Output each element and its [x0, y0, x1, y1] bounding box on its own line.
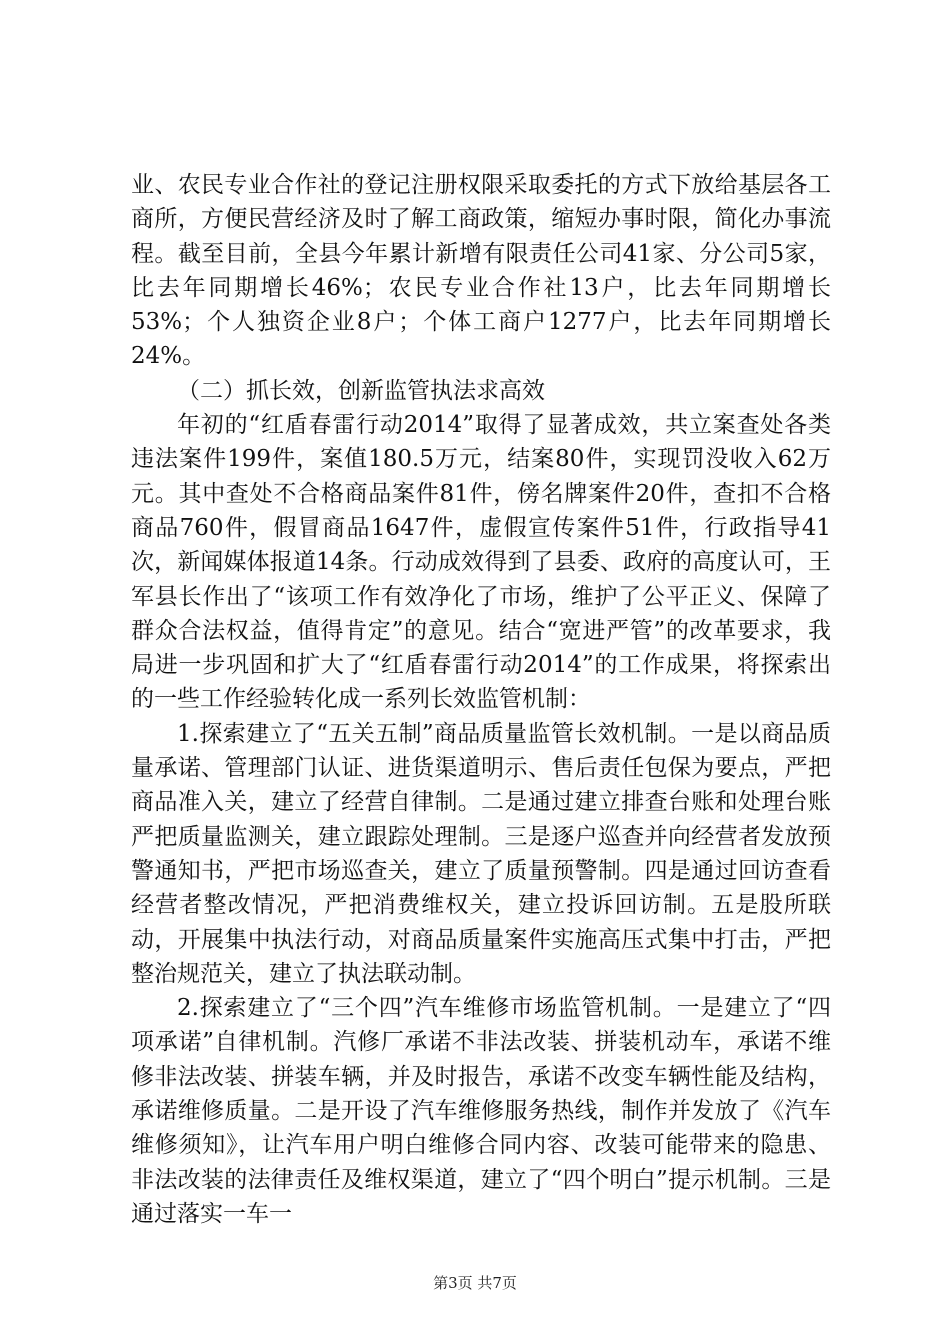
paragraph-registration-stats: 业、农民专业合作社的登记注册权限采取委托的方式下放给基层各工商所，方便民营经济及时了解工商政策，缩短办事时限，简化办事流程。截至目前，全县今年累计新增有限责任公司41家、分公司5家，比去年同期增长46%；农民专业合作社13户，比去年同期增长53%；个人独资企业8户；个体工商户1277户，比去年同期增长24%。 — [131, 172, 831, 370]
paragraph-red-shield-action: 年初的“红盾春雷行动2014”取得了显著成效，共立案查处各类违法案件199件，案值180.5万元，结案80件，实现罚没收入62万元。其中查处不合格商品案件81件，傍名牌案件20件，查扣不合格商品760件，假冒商品1647件，虚假宣传案件51件，行政指导41次，新闻媒体报道14条。行动成效得到了县委、政府的高度认可，王军县长作出了“该项工作有效净化了市场，维护了公平正义、保障了群众合法权益，值得肯定”的意见。结合“宽进严管”的改革要求，我局进一步巩固和扩大了“红盾春雷行动2014”的工作成果，将探索出的一些工作经验转化成一系列长效监管机制： — [131, 412, 831, 713]
paragraph-item-1: 1.探索建立了“五关五制”商品质量监管长效机制。一是以商品质量承诺、管理部门认证、进货渠道明示、售后责任包保为要点，严把商品准入关，建立了经营自律制。二是通过建立排查台账和处理台账严把质量监测关，建立跟踪处理制。三是逐户巡查并向经营者发放预警通知书，严把市场巡查关，建立了质量预警制。四是通过回访查看经营者整改情况，严把消费维权关，建立投诉回访制。五是股所联动，开展集中执法行动，对商品质量案件实施高压式集中打击，严把整治规范关，建立了执法联动制。 — [131, 720, 831, 987]
paragraph-item-2: 2.探索建立了“三个四”汽车维修市场监管机制。一是建立了“四项承诺”自律机制。汽修厂承诺不非法改装、拼装机动车，承诺不维修非法改装、拼装车辆，并及时报告，承诺不改变车辆性能及结构，承诺维修质量。二是开设了汽车维修服务热线，制作并发放了《汽车维修须知》，让汽车用户明白维修合同内容、改装可能带来的隐患、非法改装的法律责任及维权渠道，建立了“四个明白”提示机制。三是通过落实一车一 — [131, 995, 831, 1227]
page-number-footer: 第3页 共7页 — [433, 1274, 517, 1292]
section-heading-2: （二）抓长效，创新监管执法求高效 — [177, 377, 545, 404]
document-body — [131, 168, 831, 1231]
